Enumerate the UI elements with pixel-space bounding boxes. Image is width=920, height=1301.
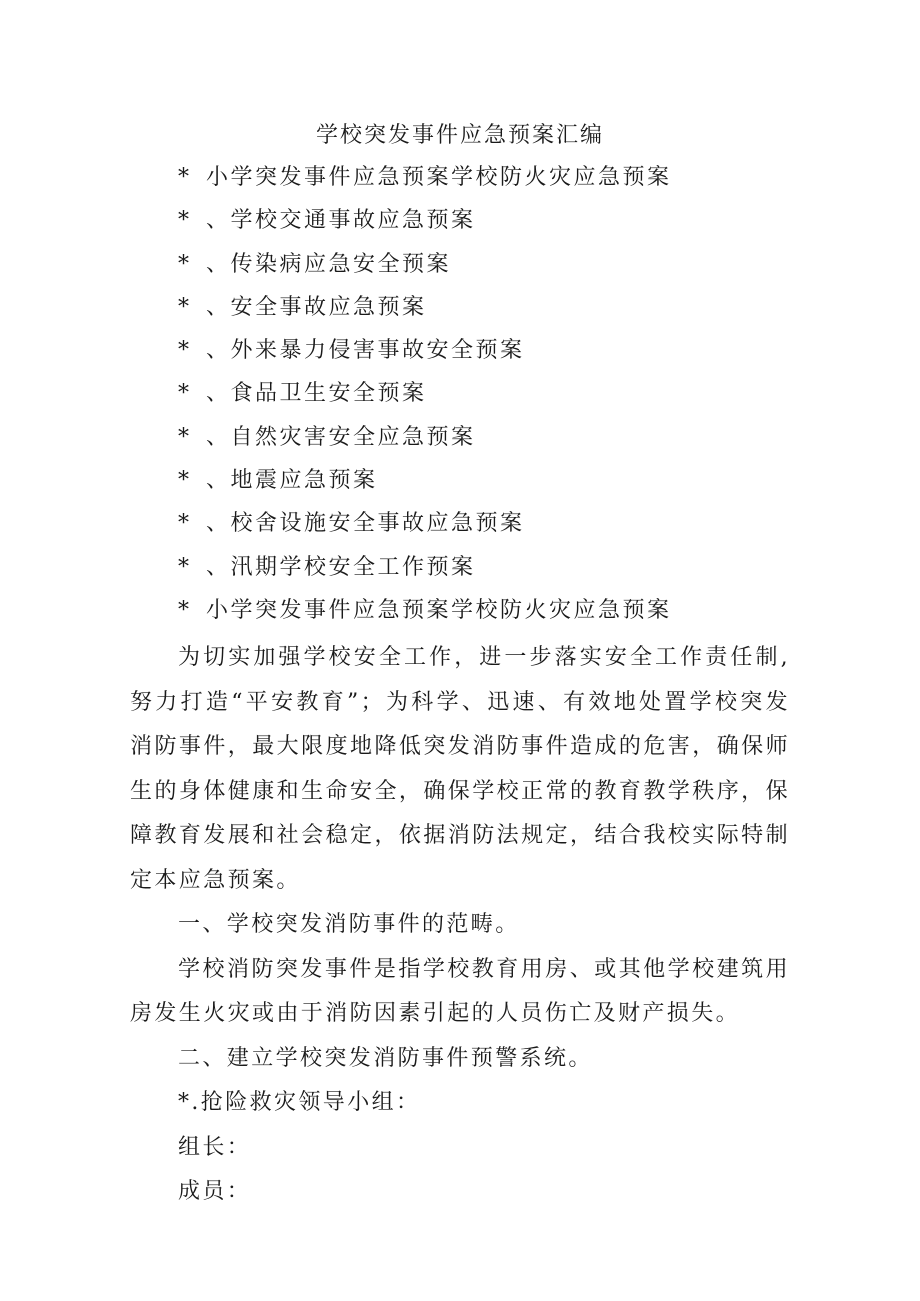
toc-item (178, 333, 672, 376)
document-body (130, 636, 790, 1215)
toc-item (178, 420, 672, 463)
section-heading: 二、建立学校突发消防事件预警系统。 (178, 1045, 593, 1071)
document-title: 学校突发事件应急预案汇编 (315, 123, 604, 148)
toc-item (178, 550, 672, 593)
toc-bullet: * (178, 511, 189, 537)
members-label: 成员： (178, 1179, 252, 1204)
toc-item-text: 小学突发事件应急预案学校防火灾应急预案 (206, 165, 672, 190)
toc-bullet: * (178, 424, 189, 450)
toc-bullet: * (178, 381, 189, 407)
toc-item (178, 463, 672, 506)
intro-paragraph: 为切实加强学校安全工作，进一步落实安全工作责任制,努力打造“平安教育”；为科学、迅速、有效地处置学校突发消防事件，最大限度地降低突发消防事件造成的危害，确保师生的身体健康和生命安全，确保学校正常的教育教学秩序，保障教育发展和社会稳定，依据消防法规定，结合我校实际特制定本应急预案。 (130, 645, 790, 893)
toc-bullet: * (178, 597, 189, 623)
toc-item (178, 160, 672, 203)
toc-item (178, 203, 672, 246)
toc-bullet: * (178, 338, 189, 364)
toc-item (178, 593, 672, 636)
toc-bullet: * (178, 468, 189, 494)
toc-item (178, 247, 672, 290)
toc-item-text: 、安全事故应急预案 (206, 294, 427, 320)
toc-item-text: 、学校交通事故应急预案 (206, 208, 476, 234)
toc-item-text: 、校舍设施安全事故应急预案 (206, 511, 525, 537)
toc-bullet: * (178, 554, 189, 580)
toc-item (178, 376, 672, 419)
toc-item-text: 、汛期学校安全工作预案 (206, 554, 476, 580)
subsection-heading: *.抢险救灾领导小组： (178, 1090, 421, 1115)
toc-bullet: * (178, 165, 189, 190)
toc-bullet: * (178, 294, 189, 320)
toc-bullet: * (178, 251, 189, 277)
toc-item-text: 、地震应急预案 (206, 468, 378, 494)
section-paragraph: 学校消防突发事件是指学校教育用房、或其他学校建筑用房发生火灾或由于消防因素引起的人员伤亡及财产损失。 (130, 956, 790, 1026)
toc-item-text: 、外来暴力侵害事故安全预案 (206, 338, 525, 364)
toc-item (178, 290, 672, 333)
toc-item-text: 、食品卫生安全预案 (206, 381, 427, 407)
toc-item-text: 小学突发事件应急预案学校防火灾应急预案 (206, 597, 672, 623)
toc-item (178, 506, 672, 549)
toc-item-text: 、传染病应急安全预案 (206, 251, 452, 277)
section-heading: 一、学校突发消防事件的范畴。 (178, 912, 520, 937)
leader-label: 组长： (178, 1134, 252, 1160)
toc-bullet: * (178, 208, 189, 234)
table-of-contents (178, 160, 672, 636)
toc-item-text: 、自然灾害安全应急预案 (206, 424, 476, 450)
